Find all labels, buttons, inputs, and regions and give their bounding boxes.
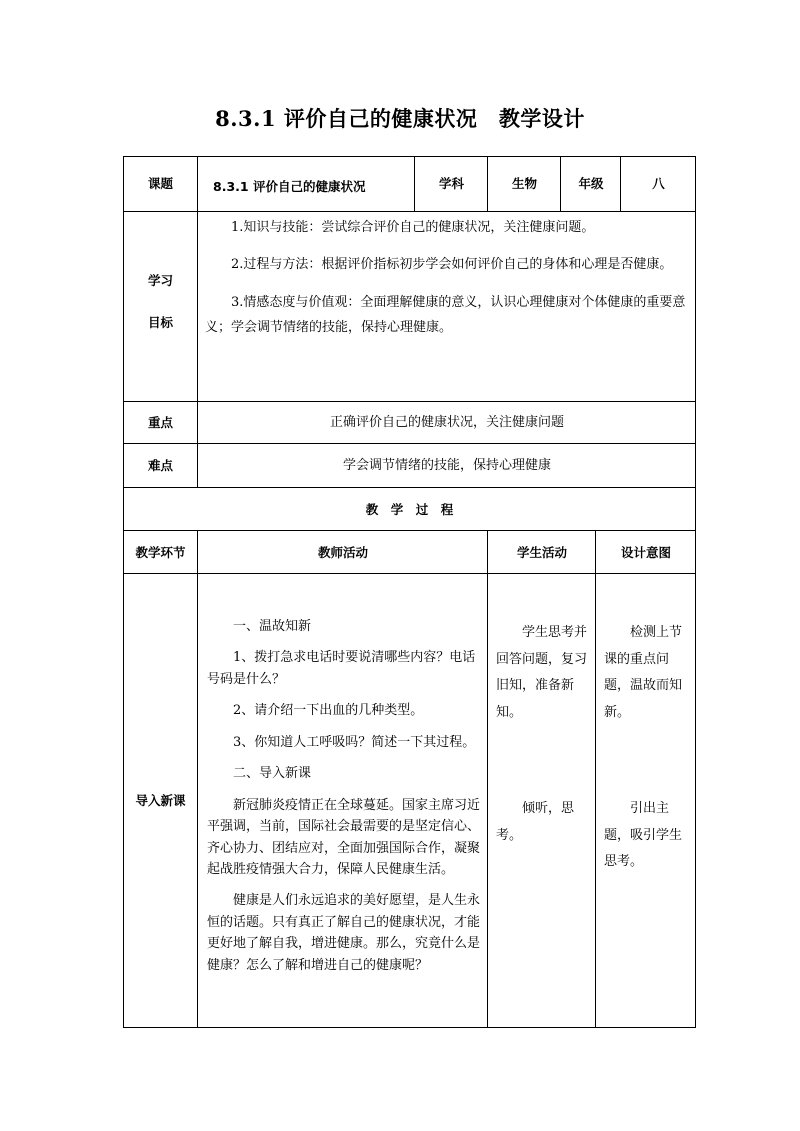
design-intent-text: 引出主题，吸引学生思考。 xyxy=(604,801,683,870)
teacher-paragraph: 健康是人们永远追求的美好愿望，是人生永恒的话题。只有真正了解自己的健康状况，才能更好地了解自我，增进健康。那么，究竟什么是健康？怎么了解和增进自己的健康呢？ xyxy=(207,893,481,973)
topic-label: 课题 xyxy=(147,176,173,191)
design-intent-2 xyxy=(604,796,692,876)
header-stage: 教学环节 xyxy=(135,544,186,560)
design-intent-text: 检测上节课的重点问题，温故而知新。 xyxy=(604,625,683,720)
difficulty-value: 学会调节情绪的技能，保持心理健康 xyxy=(342,457,551,473)
teacher-paragraph: 3、你知道人工呼吸吗？简述一下其过程。 xyxy=(233,734,476,750)
document-title: 8.3.1 评价自己的健康状况 教学设计 xyxy=(215,106,585,131)
subject-value: 生物 xyxy=(511,176,537,191)
grade-value: 八 xyxy=(652,176,665,191)
objectives-label xyxy=(123,212,198,402)
header-student: 学生活动 xyxy=(516,544,567,560)
objective-item: 1.知识与技能：尝试综合评价自己的健康状况，关注健康问题。 xyxy=(231,220,595,235)
header-teacher: 教师活动 xyxy=(317,544,368,560)
table-rule xyxy=(123,1027,696,1028)
student-activity-2 xyxy=(496,796,591,849)
process-title: 教 学 过 程 xyxy=(365,501,454,517)
stage-name: 导入新课 xyxy=(135,792,186,808)
lesson-plan-table xyxy=(123,156,696,1028)
key-point-label: 重点 xyxy=(147,415,173,430)
teacher-paragraph: 2、请介绍一下出血的几种类型。 xyxy=(233,703,424,719)
grade-label: 年级 xyxy=(578,176,604,191)
teacher-paragraph: 二、导入新课 xyxy=(233,766,312,782)
table-rule xyxy=(695,156,696,1028)
subject-label: 学科 xyxy=(438,176,464,191)
header-intent: 设计意图 xyxy=(620,544,671,560)
teacher-activity xyxy=(207,616,481,986)
student-activity-1 xyxy=(496,620,591,727)
objective-item: 2.过程与方法：根据评价指标初步学会如何评价自己的身体和心理是否健康。 xyxy=(231,256,673,272)
teacher-paragraph: 一、温故知新 xyxy=(233,619,312,634)
student-activity-text: 学生思考并回答问题，复习旧知，准备新知。 xyxy=(496,625,588,720)
table-rule xyxy=(595,530,596,1027)
key-point-value: 正确评价自己的健康状况，关注健康问题 xyxy=(329,414,564,430)
student-activity-text: 倾听，思考。 xyxy=(496,801,575,843)
teacher-paragraph: 1、拨打急求电话时要说清哪些内容？电话号码是什么？ xyxy=(207,650,476,687)
topic-value: 8.3.1 评价自己的健康状况 xyxy=(213,179,366,194)
objectives-label-line1: 学习 xyxy=(147,273,173,288)
difficulty-label: 难点 xyxy=(147,458,173,473)
objectives-label-line2: 目标 xyxy=(147,315,173,330)
table-rule xyxy=(487,530,488,1027)
objective-item: 3.情感态度与价值观：全面理解健康的意义，认识心理健康对个体健康的重要意义；学会调节情绪的技能，保持心理健康。 xyxy=(205,295,686,336)
design-intent-1 xyxy=(604,620,692,727)
teacher-paragraph: 新冠肺炎疫情正在全球蔓延。国家主席习近平强调，当前，国际社会最需要的是坚定信心、齐心协力、团结应对，全面加强国际合作，凝聚起战胜疫情强大合力，保障人民健康生活。 xyxy=(207,797,481,877)
objectives-list xyxy=(205,218,689,341)
